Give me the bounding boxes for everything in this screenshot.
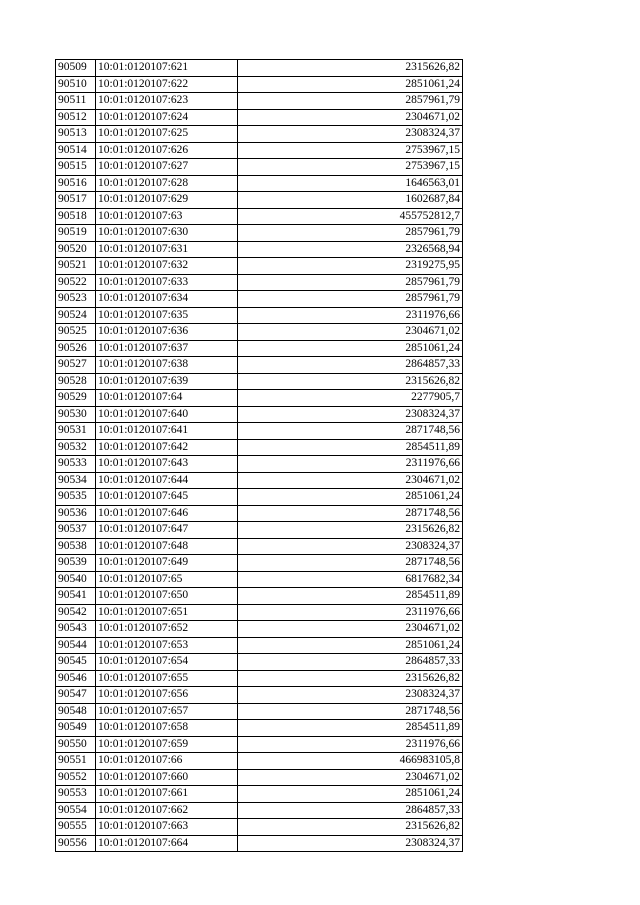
value-cell: 2753967,15: [238, 159, 463, 176]
value-cell: 2857961,79: [238, 291, 463, 308]
row-number-cell: 90525: [56, 324, 96, 341]
value-cell: 2851061,24: [238, 489, 463, 506]
cadastral-number-cell: 10:01:0120107:621: [96, 60, 238, 77]
value-cell: 2315626,82: [238, 60, 463, 77]
row-number-cell: 90513: [56, 126, 96, 143]
cadastral-number-cell: 10:01:0120107:656: [96, 687, 238, 704]
value-cell: 2308324,37: [238, 687, 463, 704]
table-row: [56, 192, 463, 209]
table-row: [56, 208, 463, 225]
row-number-cell: 90523: [56, 291, 96, 308]
value-cell: 2304671,02: [238, 324, 463, 341]
value-cell: 2851061,24: [238, 786, 463, 803]
table-row: [56, 621, 463, 638]
table-row: [56, 472, 463, 489]
table-row: [56, 126, 463, 143]
table-row: [56, 753, 463, 770]
cadastral-number-cell: 10:01:0120107:638: [96, 357, 238, 374]
row-number-cell: 90532: [56, 439, 96, 456]
row-number-cell: 90530: [56, 406, 96, 423]
cadastral-number-cell: 10:01:0120107:631: [96, 241, 238, 258]
table-row: [56, 555, 463, 572]
value-cell: 2315626,82: [238, 670, 463, 687]
row-number-cell: 90546: [56, 670, 96, 687]
value-cell: 2315626,82: [238, 522, 463, 539]
value-cell: 2315626,82: [238, 373, 463, 390]
row-number-cell: 90548: [56, 703, 96, 720]
table-row: [56, 225, 463, 242]
table-row: [56, 769, 463, 786]
cadastral-number-cell: 10:01:0120107:64: [96, 390, 238, 407]
row-number-cell: 90544: [56, 637, 96, 654]
row-number-cell: 90556: [56, 835, 96, 852]
table-row: [56, 439, 463, 456]
cadastral-number-cell: 10:01:0120107:661: [96, 786, 238, 803]
value-cell: 2311976,66: [238, 736, 463, 753]
cadastral-number-cell: 10:01:0120107:643: [96, 456, 238, 473]
row-number-cell: 90537: [56, 522, 96, 539]
cadastral-number-cell: 10:01:0120107:637: [96, 340, 238, 357]
table-row: [56, 720, 463, 737]
table-row: [56, 654, 463, 671]
row-number-cell: 90524: [56, 307, 96, 324]
row-number-cell: 90533: [56, 456, 96, 473]
cadastral-number-cell: 10:01:0120107:639: [96, 373, 238, 390]
table-row: [56, 340, 463, 357]
row-number-cell: 90555: [56, 819, 96, 836]
row-number-cell: 90551: [56, 753, 96, 770]
table-row: [56, 241, 463, 258]
cadastral-number-cell: 10:01:0120107:636: [96, 324, 238, 341]
cadastral-number-cell: 10:01:0120107:66: [96, 753, 238, 770]
value-cell: 466983105,8: [238, 753, 463, 770]
row-number-cell: 90518: [56, 208, 96, 225]
cadastral-number-cell: 10:01:0120107:653: [96, 637, 238, 654]
cadastral-number-cell: 10:01:0120107:658: [96, 720, 238, 737]
row-number-cell: 90531: [56, 423, 96, 440]
value-cell: 2308324,37: [238, 406, 463, 423]
value-cell: 6817682,34: [238, 571, 463, 588]
table-row: [56, 93, 463, 110]
row-number-cell: 90521: [56, 258, 96, 275]
value-cell: 2857961,79: [238, 225, 463, 242]
value-cell: 1646563,01: [238, 175, 463, 192]
value-cell: 2871748,56: [238, 423, 463, 440]
value-cell: 2851061,24: [238, 76, 463, 93]
value-cell: 2326568,94: [238, 241, 463, 258]
row-number-cell: 90547: [56, 687, 96, 704]
cadastral-number-cell: 10:01:0120107:663: [96, 819, 238, 836]
value-cell: 2851061,24: [238, 637, 463, 654]
cadastral-number-cell: 10:01:0120107:626: [96, 142, 238, 159]
table-row: [56, 373, 463, 390]
cadastral-number-cell: 10:01:0120107:655: [96, 670, 238, 687]
row-number-cell: 90522: [56, 274, 96, 291]
value-cell: 2864857,33: [238, 357, 463, 374]
table-row: [56, 258, 463, 275]
value-cell: 2319275,95: [238, 258, 463, 275]
value-cell: 455752812,7: [238, 208, 463, 225]
cadastral-number-cell: 10:01:0120107:654: [96, 654, 238, 671]
table-row: [56, 604, 463, 621]
row-number-cell: 90527: [56, 357, 96, 374]
value-cell: 2311976,66: [238, 604, 463, 621]
table-row: [56, 786, 463, 803]
row-number-cell: 90529: [56, 390, 96, 407]
row-number-cell: 90539: [56, 555, 96, 572]
row-number-cell: 90552: [56, 769, 96, 786]
value-cell: 2277905,7: [238, 390, 463, 407]
table-row: [56, 142, 463, 159]
cadastral-number-cell: 10:01:0120107:649: [96, 555, 238, 572]
cadastral-number-cell: 10:01:0120107:652: [96, 621, 238, 638]
table-row: [56, 522, 463, 539]
value-cell: 2304671,02: [238, 472, 463, 489]
value-cell: 2311976,66: [238, 456, 463, 473]
value-cell: 2315626,82: [238, 819, 463, 836]
table-row: [56, 571, 463, 588]
row-number-cell: 90515: [56, 159, 96, 176]
value-cell: 1602687,84: [238, 192, 463, 209]
row-number-cell: 90534: [56, 472, 96, 489]
cadastral-number-cell: 10:01:0120107:646: [96, 505, 238, 522]
cadastral-number-cell: 10:01:0120107:622: [96, 76, 238, 93]
row-number-cell: 90543: [56, 621, 96, 638]
cadastral-number-cell: 10:01:0120107:630: [96, 225, 238, 242]
cadastral-number-cell: 10:01:0120107:641: [96, 423, 238, 440]
table-row: [56, 60, 463, 77]
cadastral-number-cell: 10:01:0120107:645: [96, 489, 238, 506]
table-row: [56, 505, 463, 522]
cadastral-number-cell: 10:01:0120107:635: [96, 307, 238, 324]
value-cell: 2308324,37: [238, 126, 463, 143]
row-number-cell: 90541: [56, 588, 96, 605]
table-row: [56, 423, 463, 440]
row-number-cell: 90520: [56, 241, 96, 258]
table-row: [56, 307, 463, 324]
table-body: [56, 60, 463, 852]
table-row: [56, 819, 463, 836]
cadastral-number-cell: 10:01:0120107:662: [96, 802, 238, 819]
row-number-cell: 90535: [56, 489, 96, 506]
value-cell: 2308324,37: [238, 538, 463, 555]
value-cell: 2864857,33: [238, 654, 463, 671]
table-row: [56, 291, 463, 308]
row-number-cell: 90511: [56, 93, 96, 110]
table-row: [56, 274, 463, 291]
value-cell: 2854511,89: [238, 720, 463, 737]
cadastral-number-cell: 10:01:0120107:633: [96, 274, 238, 291]
row-number-cell: 90517: [56, 192, 96, 209]
table-row: [56, 406, 463, 423]
table-row: [56, 489, 463, 506]
value-cell: 2851061,24: [238, 340, 463, 357]
row-number-cell: 90540: [56, 571, 96, 588]
row-number-cell: 90512: [56, 109, 96, 126]
table-row: [56, 175, 463, 192]
cadastral-number-cell: 10:01:0120107:634: [96, 291, 238, 308]
value-cell: 2308324,37: [238, 835, 463, 852]
cadastral-number-cell: 10:01:0120107:660: [96, 769, 238, 786]
table-row: [56, 588, 463, 605]
row-number-cell: 90509: [56, 60, 96, 77]
table-row: [56, 802, 463, 819]
row-number-cell: 90554: [56, 802, 96, 819]
cadastral-number-cell: 10:01:0120107:651: [96, 604, 238, 621]
value-cell: 2857961,79: [238, 93, 463, 110]
table-row: [56, 456, 463, 473]
value-cell: 2854511,89: [238, 439, 463, 456]
table-row: [56, 357, 463, 374]
row-number-cell: 90545: [56, 654, 96, 671]
row-number-cell: 90519: [56, 225, 96, 242]
value-cell: 2854511,89: [238, 588, 463, 605]
row-number-cell: 90514: [56, 142, 96, 159]
table-row: [56, 109, 463, 126]
row-number-cell: 90528: [56, 373, 96, 390]
cadastral-number-cell: 10:01:0120107:632: [96, 258, 238, 275]
cadastral-number-cell: 10:01:0120107:650: [96, 588, 238, 605]
cadastral-number-cell: 10:01:0120107:640: [96, 406, 238, 423]
data-table: [55, 59, 463, 852]
row-number-cell: 90516: [56, 175, 96, 192]
table-row: [56, 76, 463, 93]
cadastral-number-cell: 10:01:0120107:664: [96, 835, 238, 852]
row-number-cell: 90510: [56, 76, 96, 93]
row-number-cell: 90550: [56, 736, 96, 753]
cadastral-number-cell: 10:01:0120107:648: [96, 538, 238, 555]
row-number-cell: 90538: [56, 538, 96, 555]
value-cell: 2864857,33: [238, 802, 463, 819]
cadastral-number-cell: 10:01:0120107:644: [96, 472, 238, 489]
cadastral-number-cell: 10:01:0120107:625: [96, 126, 238, 143]
table-row: [56, 390, 463, 407]
value-cell: 2311976,66: [238, 307, 463, 324]
table-row: [56, 687, 463, 704]
value-cell: 2753967,15: [238, 142, 463, 159]
row-number-cell: 90526: [56, 340, 96, 357]
row-number-cell: 90542: [56, 604, 96, 621]
cadastral-number-cell: 10:01:0120107:647: [96, 522, 238, 539]
row-number-cell: 90553: [56, 786, 96, 803]
value-cell: 2304671,02: [238, 109, 463, 126]
cadastral-number-cell: 10:01:0120107:627: [96, 159, 238, 176]
table-row: [56, 159, 463, 176]
value-cell: 2304671,02: [238, 769, 463, 786]
row-number-cell: 90536: [56, 505, 96, 522]
cadastral-number-cell: 10:01:0120107:628: [96, 175, 238, 192]
cadastral-number-cell: 10:01:0120107:65: [96, 571, 238, 588]
table-row: [56, 670, 463, 687]
cadastral-number-cell: 10:01:0120107:657: [96, 703, 238, 720]
row-number-cell: 90549: [56, 720, 96, 737]
value-cell: 2857961,79: [238, 274, 463, 291]
value-cell: 2871748,56: [238, 555, 463, 572]
cadastral-number-cell: 10:01:0120107:642: [96, 439, 238, 456]
value-cell: 2304671,02: [238, 621, 463, 638]
value-cell: 2871748,56: [238, 703, 463, 720]
table-row: [56, 324, 463, 341]
cadastral-number-cell: 10:01:0120107:629: [96, 192, 238, 209]
cadastral-number-cell: 10:01:0120107:623: [96, 93, 238, 110]
value-cell: 2871748,56: [238, 505, 463, 522]
table-row: [56, 736, 463, 753]
cadastral-number-cell: 10:01:0120107:659: [96, 736, 238, 753]
table-row: [56, 637, 463, 654]
table-row: [56, 703, 463, 720]
table-row: [56, 538, 463, 555]
table-row: [56, 835, 463, 852]
cadastral-number-cell: 10:01:0120107:624: [96, 109, 238, 126]
cadastral-number-cell: 10:01:0120107:63: [96, 208, 238, 225]
